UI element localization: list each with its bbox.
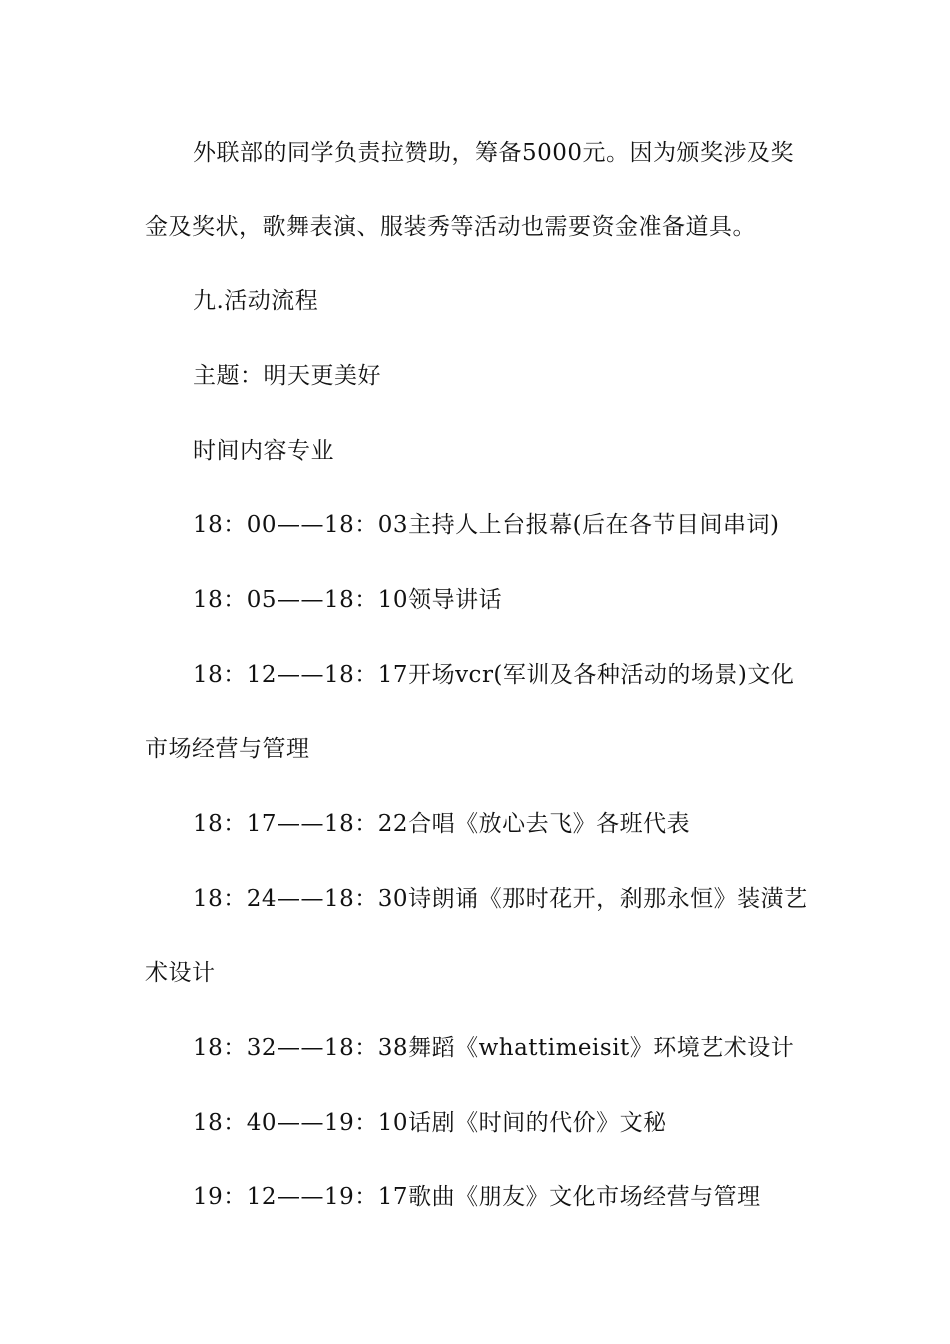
schedule-header: 时间内容专业	[193, 438, 334, 464]
section-heading-activity-flow: 九.活动流程	[193, 288, 319, 314]
paragraph-sponsorship: 外联部的同学负责拉赞助，筹备5000元。因为颁奖涉及奖	[193, 140, 795, 166]
schedule-item-poem: 18：24——18：30诗朗诵《那时花开，刹那永恒》装潢艺	[193, 886, 808, 912]
theme-line: 主题：明天更美好	[193, 363, 381, 389]
schedule-item-chorus: 18：17——18：22合唱《放心去飞》各班代表	[193, 811, 691, 837]
schedule-item-dance: 18：32——18：38舞蹈《whattimeisit》环境艺术设计	[193, 1035, 795, 1061]
schedule-item-speech: 18：05——18：10领导讲话	[193, 587, 503, 613]
schedule-item-poem-cont: 术设计	[145, 960, 216, 986]
paragraph-sponsorship-cont: 金及奖状，歌舞表演、服装秀等活动也需要资金准备道具。	[145, 214, 756, 240]
schedule-item-song: 19：12——19：17歌曲《朋友》文化市场经营与管理	[193, 1184, 761, 1210]
schedule-item-opening-vcr: 18：12——18：17开场vcr(军训及各种活动的场景)文化	[193, 662, 795, 688]
schedule-item-host: 18：00——18：03主持人上台报幕(后在各节目间串词)	[193, 512, 780, 538]
schedule-item-opening-vcr-cont: 市场经营与管理	[145, 736, 310, 762]
schedule-item-drama: 18：40——19：10话剧《时间的代价》文秘	[193, 1110, 667, 1136]
